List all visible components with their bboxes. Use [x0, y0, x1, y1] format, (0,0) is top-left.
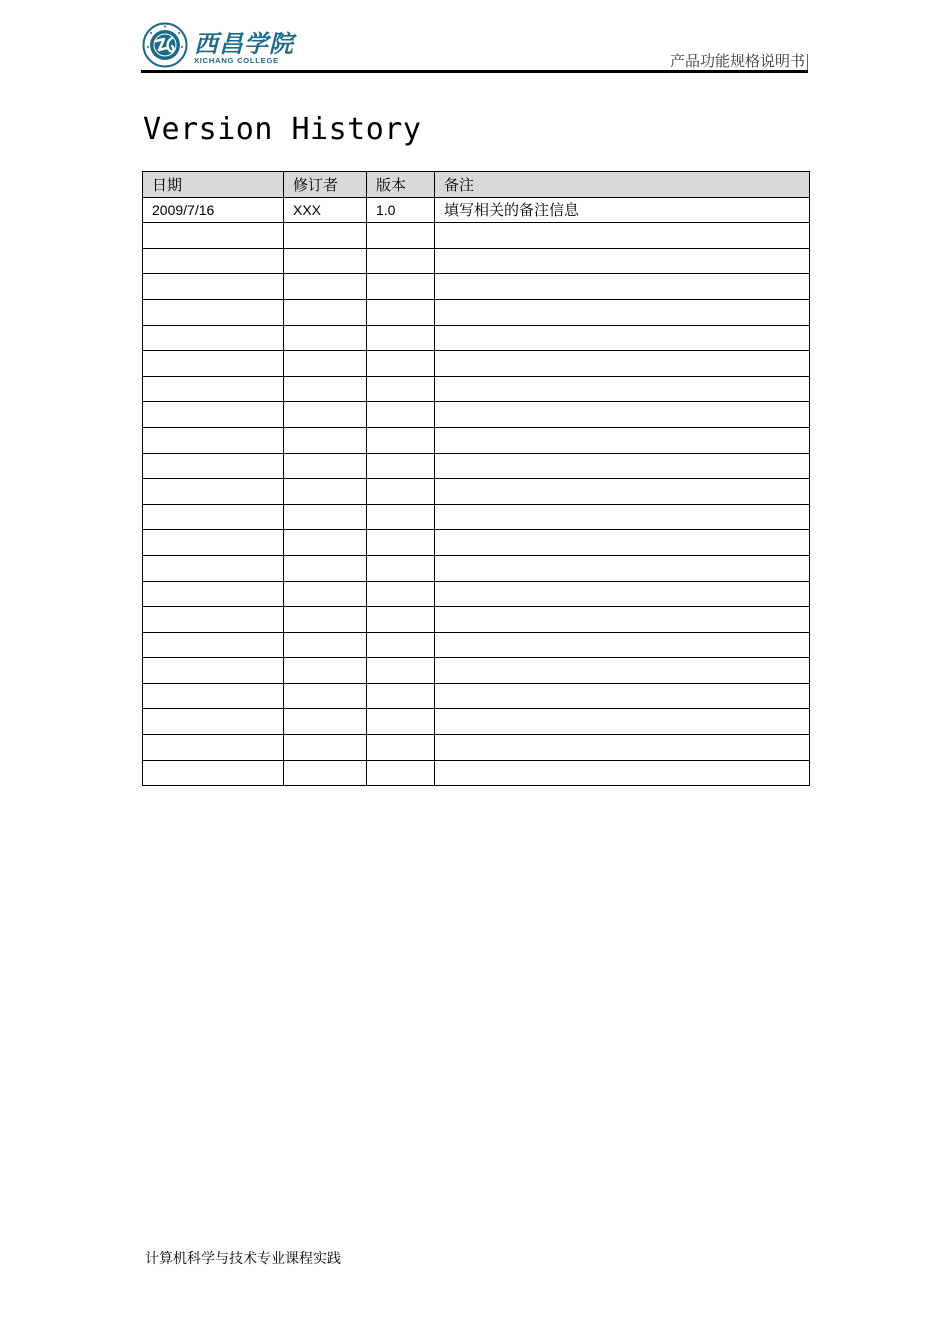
remarks-cell [435, 479, 810, 505]
date-cell [143, 555, 284, 581]
table-row [143, 197, 810, 223]
reviser-cell [284, 223, 367, 249]
version-cell [367, 248, 435, 274]
remarks-cell [435, 274, 810, 300]
logo-english-name: XICHANG COLLEGE [194, 56, 279, 65]
reviser-cell [284, 581, 367, 607]
date-cell [143, 581, 284, 607]
page-footer: 计算机科学与技术专业课程实践 [145, 1251, 341, 1267]
table-row [143, 530, 810, 556]
remarks-cell: 填写相关的备注信息 [435, 197, 810, 223]
reviser-cell [284, 376, 367, 402]
table-row [143, 299, 810, 325]
date-cell [143, 709, 284, 735]
reviser-cell [284, 299, 367, 325]
column-header-date: 日期 [143, 172, 284, 198]
table-row [143, 683, 810, 709]
remarks-cell [435, 223, 810, 249]
table-row [143, 760, 810, 786]
date-cell [143, 427, 284, 453]
remarks-cell [435, 427, 810, 453]
column-header-remarks: 备注 [435, 172, 810, 198]
remarks-cell [435, 402, 810, 428]
version-cell [367, 607, 435, 633]
date-cell [143, 479, 284, 505]
version-cell [367, 632, 435, 658]
date-cell [143, 402, 284, 428]
version-cell [367, 402, 435, 428]
remarks-cell [435, 760, 810, 786]
date-cell [143, 504, 284, 530]
header-divider [141, 70, 808, 73]
remarks-cell [435, 735, 810, 761]
date-cell [143, 683, 284, 709]
remarks-cell [435, 453, 810, 479]
reviser-cell [284, 658, 367, 684]
reviser-cell [284, 325, 367, 351]
remarks-cell [435, 709, 810, 735]
header-tick-mark [807, 54, 808, 70]
remarks-cell [435, 683, 810, 709]
reviser-cell [284, 504, 367, 530]
table-row [143, 709, 810, 735]
table-row [143, 325, 810, 351]
reviser-cell [284, 248, 367, 274]
table-row [143, 402, 810, 428]
table-row [143, 427, 810, 453]
date-cell [143, 325, 284, 351]
date-cell: 2009/7/16 [143, 197, 284, 223]
reviser-cell [284, 683, 367, 709]
table-row [143, 504, 810, 530]
remarks-cell [435, 325, 810, 351]
reviser-cell [284, 274, 367, 300]
reviser-cell [284, 351, 367, 377]
college-logo [142, 22, 302, 68]
version-cell [367, 325, 435, 351]
date-cell [143, 607, 284, 633]
reviser-cell [284, 760, 367, 786]
table-row [143, 581, 810, 607]
reviser-cell [284, 479, 367, 505]
page-title: Version History [143, 112, 422, 147]
table-row [143, 555, 810, 581]
remarks-cell [435, 248, 810, 274]
date-cell [143, 453, 284, 479]
table-header-row [143, 172, 810, 198]
version-cell [367, 658, 435, 684]
reviser-cell [284, 555, 367, 581]
date-cell [143, 632, 284, 658]
table-body [143, 197, 810, 786]
version-cell [367, 504, 435, 530]
table-row [143, 479, 810, 505]
version-cell [367, 479, 435, 505]
reviser-cell [284, 607, 367, 633]
remarks-cell [435, 555, 810, 581]
table-row [143, 658, 810, 684]
reviser-cell: XXX [284, 197, 367, 223]
date-cell [143, 248, 284, 274]
reviser-cell [284, 735, 367, 761]
version-cell [367, 376, 435, 402]
version-cell [367, 274, 435, 300]
table-row [143, 376, 810, 402]
remarks-cell [435, 607, 810, 633]
table-row [143, 607, 810, 633]
table-row [143, 632, 810, 658]
remarks-cell [435, 581, 810, 607]
remarks-cell [435, 658, 810, 684]
reviser-cell [284, 427, 367, 453]
table-row [143, 223, 810, 249]
version-cell [367, 223, 435, 249]
date-cell [143, 760, 284, 786]
table-row [143, 735, 810, 761]
logo-chinese-name: 西昌学院 [194, 29, 294, 58]
version-cell [367, 735, 435, 761]
version-cell [367, 555, 435, 581]
remarks-cell [435, 299, 810, 325]
reviser-cell [284, 632, 367, 658]
remarks-cell [435, 351, 810, 377]
document-header-title: 产品功能规格说明书 [669, 52, 805, 70]
table-row [143, 274, 810, 300]
version-history-table [142, 171, 810, 786]
reviser-cell [284, 709, 367, 735]
reviser-cell [284, 453, 367, 479]
date-cell [143, 658, 284, 684]
table-row [143, 248, 810, 274]
reviser-cell [284, 530, 367, 556]
column-header-reviser: 修订者 [284, 172, 367, 198]
remarks-cell [435, 504, 810, 530]
version-cell [367, 760, 435, 786]
date-cell [143, 274, 284, 300]
version-cell: 1.0 [367, 197, 435, 223]
date-cell [143, 223, 284, 249]
table-row [143, 351, 810, 377]
date-cell [143, 735, 284, 761]
remarks-cell [435, 632, 810, 658]
version-cell [367, 581, 435, 607]
college-emblem-icon [142, 22, 188, 68]
date-cell [143, 351, 284, 377]
column-header-version: 版本 [367, 172, 435, 198]
date-cell [143, 376, 284, 402]
version-cell [367, 683, 435, 709]
date-cell [143, 530, 284, 556]
version-cell [367, 709, 435, 735]
version-cell [367, 299, 435, 325]
version-cell [367, 530, 435, 556]
version-cell [367, 453, 435, 479]
date-cell [143, 299, 284, 325]
reviser-cell [284, 402, 367, 428]
table-row [143, 453, 810, 479]
version-cell [367, 427, 435, 453]
remarks-cell [435, 530, 810, 556]
version-cell [367, 351, 435, 377]
remarks-cell [435, 376, 810, 402]
